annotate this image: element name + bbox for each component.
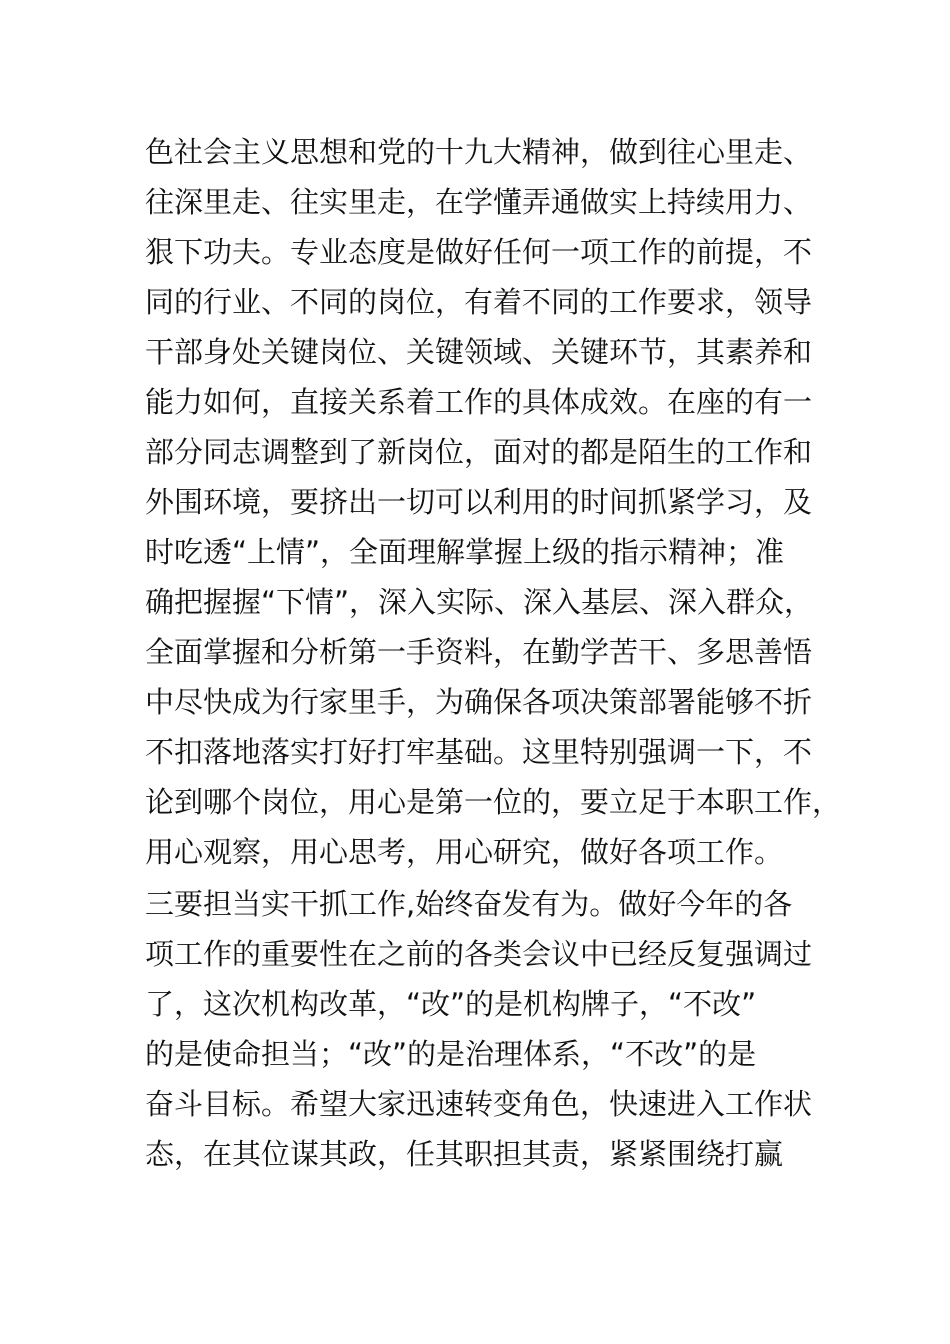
text-line: 往深里走、往实里走，在学懂弄通做实上持续用力、 (145, 185, 813, 219)
text-line: 项工作的重要性在之前的各类会议中已经反复强调过 (145, 937, 813, 971)
text-line: 论到哪个岗位，用心是第一位的，要立足于本职工作， (145, 785, 842, 819)
paragraph-2 (145, 879, 835, 1179)
text-line: 三要担当实干抓工作,始终奋发有为。做好今年的各 (145, 887, 793, 921)
text-line: 能力如何，直接关系着工作的具体成效。在座的有一 (145, 385, 813, 419)
text-line: 态，在其位谋其政，任其职担其责，紧紧围绕打赢 (145, 1137, 784, 1171)
text-line: 了，这次机构改革，“改”的是机构牌子，“不改” (145, 987, 757, 1021)
text-line: 奋斗目标。希望大家迅速转变角色，快速进入工作状 (145, 1087, 813, 1121)
paragraph-1 (145, 127, 842, 877)
text-line: 部分同志调整到了新岗位，面对的都是陌生的工作和 (145, 435, 813, 469)
text-line: 时吃透“上情”，全面理解掌握上级的指示精神；准 (145, 535, 785, 569)
text-line: 不扣落地落实打好打牢基础。这里特别强调一下，不 (145, 735, 813, 769)
text-line: 用心观察，用心思考，用心研究，做好各项工作。 (145, 835, 784, 869)
text-line: 确把握握“下情”，深入实际、深入基层、深入群众， (145, 585, 814, 619)
text-line: 中尽快成为行家里手，为确保各项决策部署能够不折 (145, 685, 813, 719)
text-line: 同的行业、不同的岗位，有着不同的工作要求，领导 (145, 285, 813, 319)
text-line: 干部身处关键岗位、关键领域、关键环节，其素养和 (145, 335, 813, 369)
text-line: 色社会主义思想和党的十九大精神，做到往心里走、 (145, 135, 813, 169)
text-line: 的是使命担当；“改”的是治理体系，“不改”的是 (145, 1037, 757, 1071)
text-line: 狠下功夫。专业态度是做好任何一项工作的前提，不 (145, 235, 813, 269)
text-line: 全面掌握和分析第一手资料，在勤学苦干、多思善悟 (145, 635, 813, 669)
text-line: 外围环境，要挤出一切可以利用的时间抓紧学习，及 (145, 485, 813, 519)
